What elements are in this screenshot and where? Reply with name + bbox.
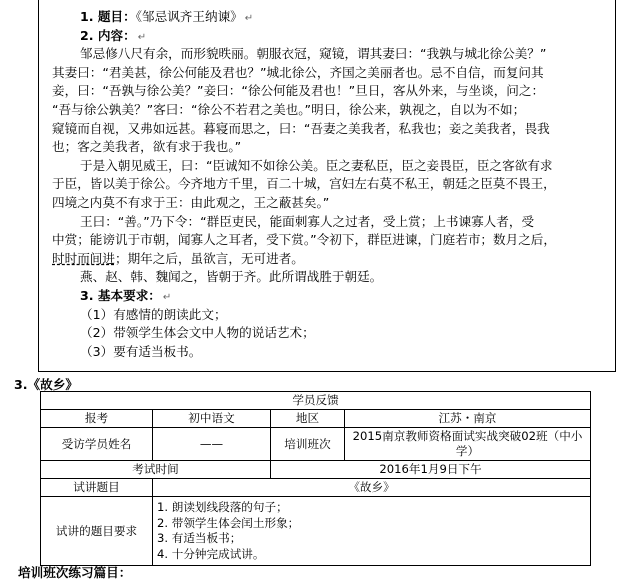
title-label: 1. 题目： [80,9,136,24]
table-row [41,461,591,479]
passage-line [52,64,602,83]
passage-line-text: 其妻曰：“君美甚，徐公何能及君也？”城北徐公，齐国之美丽者也。忌不自信，而复问其 [52,64,544,80]
passage-line [52,82,602,101]
passage-line-text: 燕、赵、韩、魏闻之，皆朝于齐。此所谓战胜于朝廷。 [80,269,383,285]
footer-text: 培训班次练习篇目： [18,565,132,580]
passage-line [52,268,602,287]
requirements-label-line: 3. 基本要求： ↵ [80,287,172,303]
requirements-cell [153,497,591,566]
passage-line [52,250,602,269]
requirements-list [52,306,602,362]
time-value: 2016年1月9日下午 [271,461,591,479]
label-topic: 试讲题目 [41,479,153,497]
passage-line-text: 窥镜而自视，又弗如远甚。暮寝而思之，曰：“吾妻之美我者，私我也；妾之美我者，畏我 [52,120,550,136]
requirement-item: （1）有感情的朗读此文； [80,306,227,322]
topic-value: 《故乡》 [153,479,591,497]
label-region: 地区 [271,410,345,428]
passage-line [52,138,602,157]
requirements-items [157,498,586,564]
passage-line-text: 妾，曰：“吾孰与徐公美？”妾曰：“徐公何能及君也！”旦日，客从外来，与坐谈，问之： [52,83,545,99]
passage-line [52,231,602,250]
name-value: —— [153,428,271,461]
table-row [41,410,591,428]
passage-line-text: 于臣，皆以美于徐公。今齐地方千里，百二十城，宫妇左右莫不私王，朝廷之臣莫不畏王， [52,176,556,192]
passage-line-text: “吾与徐公孰美？”客曰：“徐公不若君之美也。”明日，徐公来，孰视之，自以为不如； [52,101,526,117]
label-name: 受访学员姓名 [41,428,153,461]
region-value: 江苏・南京 [345,410,591,428]
table-row [41,479,591,497]
feedback-table [40,391,591,566]
passage-line-text: 四境之内莫不有求于王：由此观之，王之蔽甚矣。” [52,194,330,210]
feedback-requirement-item: 2. 带领学生体会闰土形象； [157,515,300,530]
requirements-label: 3. 基本要求： [80,287,161,303]
requirement-item: （2）带领学生体会文中人物的说话艺术； [80,325,315,341]
label-class: 培训班次 [271,428,345,461]
passage-line-text: 中赏；能谤讥于市朝，闻寡人之耳者，受下赏。”令初下，群臣进谏，门庭若市；数月之后， [52,232,556,248]
section-title: 3.《故乡》 [14,377,78,392]
passage-line [52,120,602,139]
label-exam: 报考 [41,410,153,428]
feedback-header-row [41,392,591,410]
passage-line-text: 于是入朝见威王，曰：“臣诚知不如徐公美。臣之妻私臣，臣之妾畏臣，臣之客欲有求 [80,157,553,173]
label-requirements: 试讲的题目要求 [41,497,153,566]
feedback-requirement-item: 1. 朗读划线段落的句子； [157,500,288,514]
passage-content [52,8,602,361]
exam-value: 初中语文 [153,410,271,428]
table-row [41,428,591,461]
content-label-line: 2. 内容： ↵ [80,27,147,43]
passage-line-text: 时时而间进；期年之后，虽欲言，无可进者。 [52,250,304,266]
feedback-requirement-item: 3. 有适当板书； [157,531,242,545]
title-value: 《邹忌讽齐王纳谏》 [135,9,243,24]
table-row [41,497,591,566]
passage-line-text: 邹忌修八尺有余，而形貌昳丽。朝服衣冠，窥镜，谓其妻曰：“我孰与城北徐公美？” [80,46,547,62]
label-time: 考试时间 [41,461,271,479]
content-label: 2. 内容： [80,27,136,43]
passage-line-text: 王曰：“善。”乃下令：“群臣吏民，能面刺寡人之过者，受上赏；上书谏寡人者，受 [80,213,535,229]
passage-title-line: 1. 题目：《邹忌讽齐王纳谏》 ↵ [80,9,254,24]
passage-body [52,45,602,287]
passage-line-text: 也；客之美我者，欲有求于我也。” [52,139,242,155]
feedback-header: 学员反馈 [41,392,591,410]
passage-line [52,45,602,64]
passage-line [52,101,602,120]
passage-line [52,175,602,194]
class-value: 2015南京教师资格面试实战突破02班（中小学） [345,428,591,461]
passage-line [52,157,602,176]
feedback-requirement-item: 4. 十分钟完成试讲。 [157,546,265,561]
passage-line [52,213,602,232]
requirement-item: （3）要有适当板书。 [80,343,202,359]
passage-line [52,194,602,213]
